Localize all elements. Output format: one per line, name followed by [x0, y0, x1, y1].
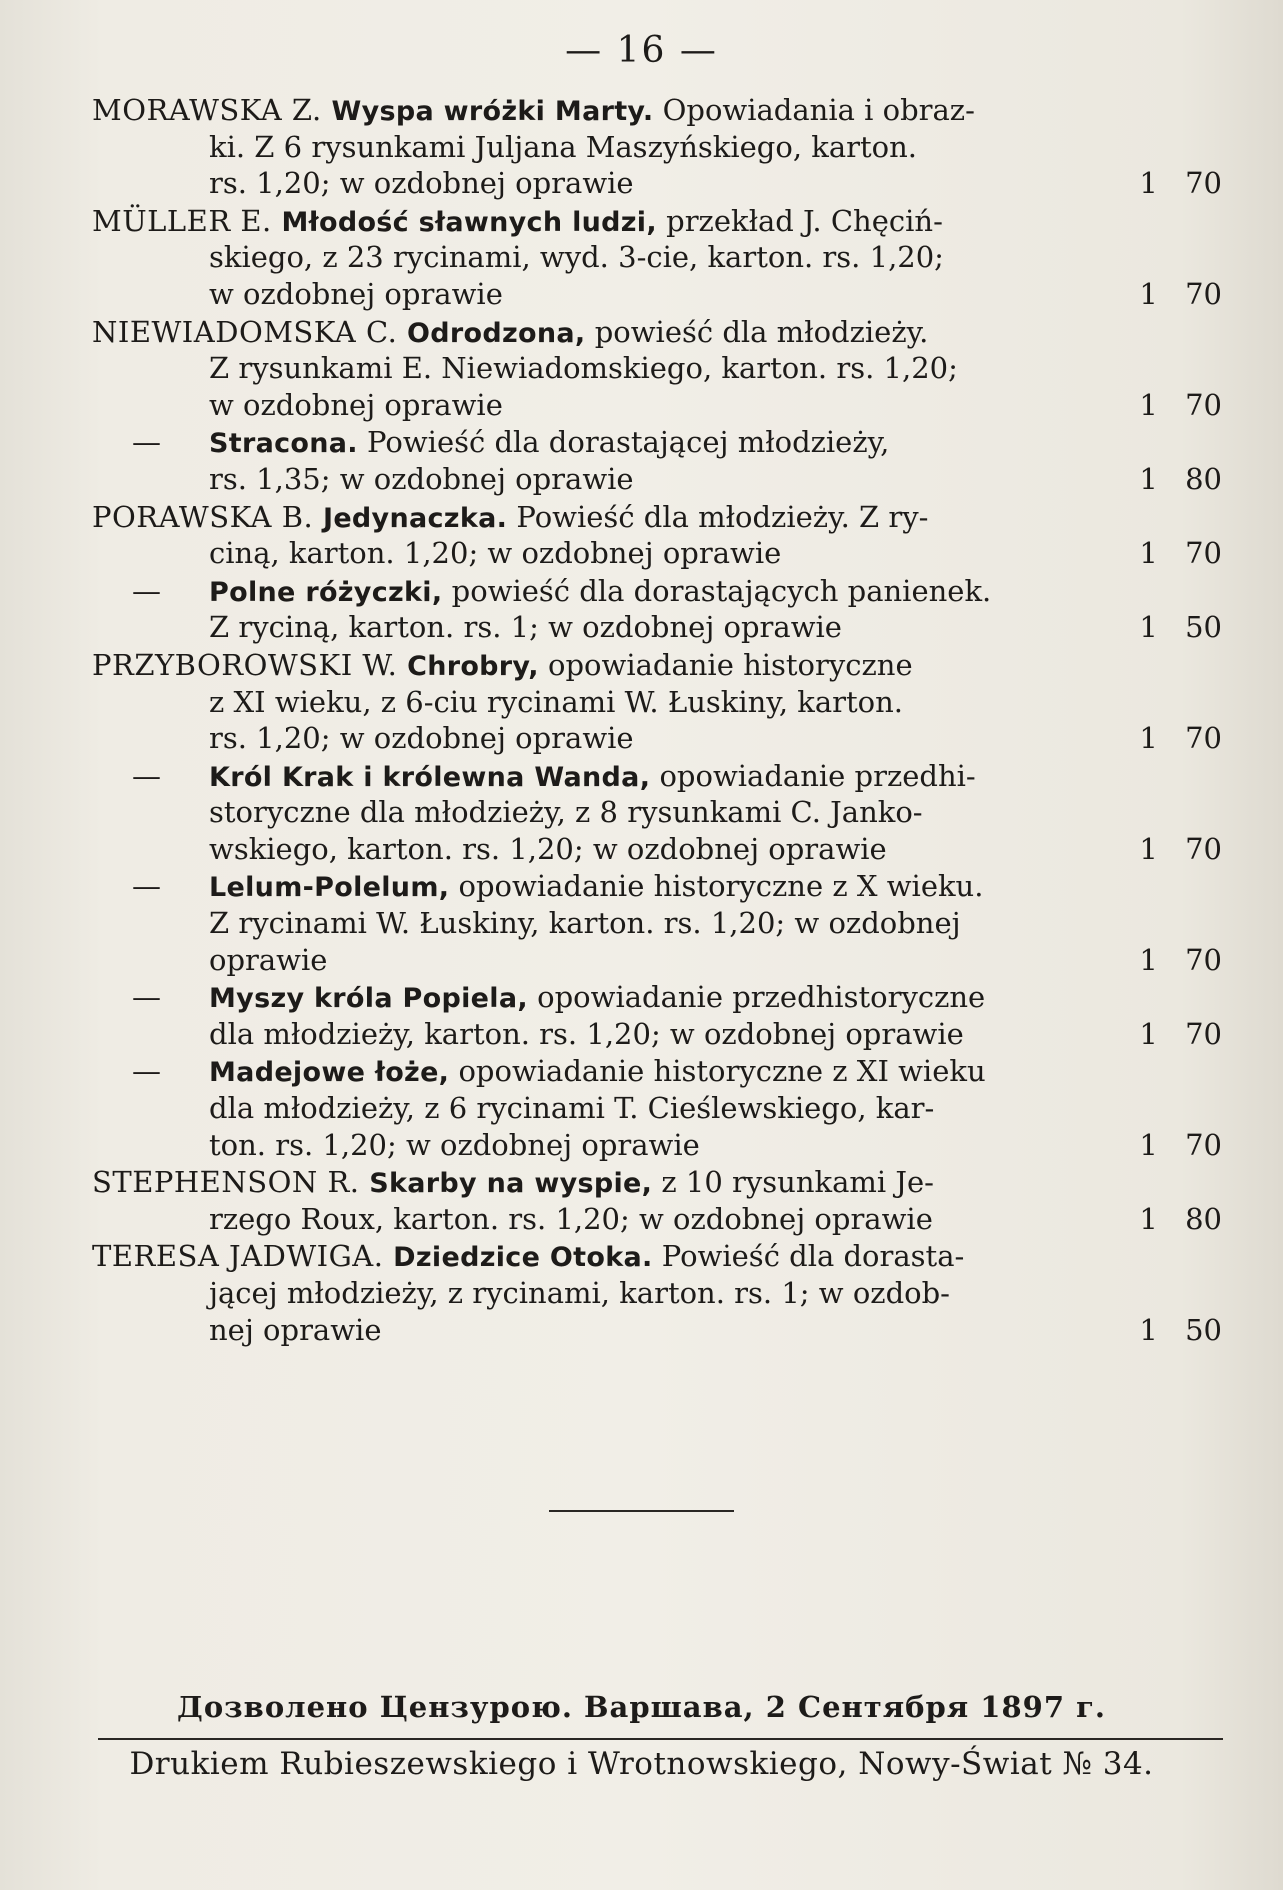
entry-description: przekład J. Chęciń-	[656, 203, 943, 238]
entry-text	[209, 905, 1102, 942]
entry-first-line	[92, 314, 1222, 351]
entry-description: Opowiadania i obraz-	[653, 93, 975, 127]
catalog-sub-entry	[92, 424, 1222, 497]
entry-continuation-line	[92, 1090, 1222, 1127]
entry-text	[209, 1201, 1102, 1238]
entry-text	[209, 276, 1102, 313]
entry-text	[209, 831, 1102, 868]
entry-description: powieść dla dorastających panienek.	[442, 573, 992, 608]
entry-dash: —	[132, 980, 161, 1015]
entry-description: Z ryciną, karton. rs. 1; w ozdobnej oprawie	[209, 610, 842, 645]
entry-title: Jedynaczka.	[322, 502, 508, 534]
catalog-sub-entry	[92, 1053, 1222, 1163]
entry-title: Myszy króla Popiela,	[209, 983, 528, 1015]
entry-description: opowiadanie historyczne z XI wieku	[449, 1054, 986, 1089]
entry-text	[92, 314, 1102, 353]
entry-title: Chrobry,	[407, 650, 539, 682]
entry-continuation-line	[92, 794, 1222, 831]
entry-text	[92, 92, 1102, 131]
entry-text	[209, 942, 1102, 979]
entry-text	[209, 1016, 1102, 1053]
entry-continuation-line	[92, 276, 1222, 313]
entry-description: w ozdobnej oprawie	[209, 387, 503, 422]
entry-description: rs. 1,20; w ozdobnej oprawie	[209, 721, 634, 756]
entry-continuation-line	[92, 387, 1222, 424]
entry-dash: —	[132, 1054, 161, 1089]
entry-first-line	[92, 868, 1222, 905]
entry-text	[209, 424, 1219, 463]
entry-continuation-line	[92, 461, 1222, 498]
entry-first-line	[92, 1238, 1222, 1275]
entry-description: opowiadanie przedhi-	[650, 758, 976, 793]
catalog-entry	[92, 92, 1222, 202]
entry-description: opowiadanie przedhistoryczne	[527, 980, 986, 1015]
catalog-entry	[92, 203, 1222, 313]
catalog-sub-entry	[92, 979, 1222, 1052]
entry-text	[92, 647, 1102, 686]
entry-description: z XI wieku, z 6-ciu rycinami W. Łuskiny, karton.	[209, 684, 904, 719]
entry-price: 1 70	[1139, 1127, 1222, 1162]
censorship-note: Дозволено Цензурою. Варшава, 2 Сентября 1897 г.	[177, 1690, 1106, 1724]
entry-author: PORAWSKA B.	[92, 499, 323, 534]
entry-description: ciną, karton. 1,20; w ozdobnej oprawie	[209, 536, 782, 571]
entry-description: rzego Roux, karton. rs. 1,20; w ozdobnej oprawie	[209, 1201, 933, 1236]
entry-title: Wyspa wróżki Marty.	[331, 96, 654, 127]
entry-text	[209, 609, 1102, 646]
entry-first-line	[92, 1053, 1222, 1090]
entry-description: nej oprawie	[209, 1312, 382, 1347]
entry-continuation-line	[92, 1312, 1222, 1349]
entry-title: Stracona.	[209, 428, 358, 460]
entry-title: Skarby na wyspie,	[369, 1168, 653, 1200]
entry-description: skiego, z 23 rycinami, wyd. 3-cie, karton. rs. 1,20;	[209, 240, 944, 275]
entry-text	[209, 535, 1102, 572]
printer-imprint: Drukiem Rubieszewskiego i Wrotnowskiego, Nowy-Świat № 34.	[129, 1746, 1154, 1782]
entry-dash: —	[132, 573, 161, 608]
entry-continuation-line	[92, 1127, 1222, 1164]
catalog-list	[92, 92, 1222, 1349]
entry-description: wskiego, karton. rs. 1,20; w ozdobnej oprawie	[209, 831, 887, 866]
entry-continuation-line	[92, 905, 1222, 942]
entry-price: 1 50	[1139, 610, 1222, 645]
entry-description: opowiadanie historyczne	[538, 647, 913, 682]
entry-description: powieść dla młodzieży.	[585, 314, 929, 349]
entry-continuation-line	[92, 831, 1222, 868]
entry-description: Z rysunkami E. Niewiadomskiego, karton. rs. 1,20;	[209, 351, 958, 386]
entry-first-line	[92, 1164, 1222, 1201]
entry-price: 1 70	[1139, 276, 1222, 311]
entry-title: Polne różyczki,	[209, 576, 443, 608]
entry-description: dla młodzieży, z 6 rycinami T. Cieślewskiego, kar-	[209, 1091, 935, 1126]
entry-price: 1 70	[1139, 536, 1222, 571]
entry-description: storyczne dla młodzieży, z 8 rysunkami C. Janko-	[209, 795, 923, 830]
catalog-entry	[92, 1164, 1222, 1237]
entry-author: MÜLLER E.	[92, 203, 282, 238]
entry-first-line	[92, 647, 1222, 684]
entry-first-line	[92, 758, 1222, 795]
entry-description: rs. 1,35; w ozdobnej oprawie	[209, 461, 634, 496]
entry-text	[92, 499, 1102, 538]
entry-price: 1 70	[1139, 166, 1222, 201]
entry-description: Powieść dla dorastającej młodzieży,	[357, 425, 890, 460]
entry-description: z 10 rysunkami Je-	[652, 1165, 934, 1200]
entry-dash: —	[132, 758, 161, 793]
entry-first-line	[92, 499, 1222, 536]
entry-price: 1 80	[1139, 1201, 1222, 1236]
entry-text	[209, 461, 1102, 498]
entry-description: dla młodzieży, karton. rs. 1,20; w ozdobnej oprawie	[209, 1016, 964, 1051]
entry-text	[209, 165, 1102, 202]
entry-text	[209, 868, 1219, 907]
entry-first-line	[92, 573, 1222, 610]
catalog-sub-entry	[92, 573, 1222, 646]
entry-text	[209, 1053, 1219, 1092]
entry-title: Król Krak i królewna Wanda,	[209, 761, 651, 793]
catalog-entry	[92, 647, 1222, 757]
catalog-entry	[92, 499, 1222, 572]
entry-text	[209, 1127, 1102, 1164]
section-divider	[549, 1510, 734, 1512]
entry-continuation-line	[92, 942, 1222, 979]
entry-price: 1 70	[1139, 387, 1222, 422]
entry-title: Dziedzice Otoka.	[393, 1242, 653, 1274]
entry-text	[209, 387, 1102, 424]
entry-text	[209, 720, 1102, 757]
entry-author: STEPHENSON R.	[92, 1165, 370, 1200]
catalog-sub-entry	[92, 758, 1222, 868]
entry-continuation-line	[92, 165, 1222, 202]
entry-first-line	[92, 424, 1222, 461]
entry-dash: —	[132, 425, 161, 460]
entry-first-line	[92, 203, 1222, 240]
entry-price: 1 70	[1139, 831, 1222, 866]
entry-text	[209, 1275, 1102, 1312]
entry-title: Madejowe łoże,	[209, 1057, 450, 1089]
entry-continuation-line	[92, 129, 1222, 166]
footer-rule	[98, 1738, 1223, 1740]
entry-text	[209, 758, 1219, 797]
entry-description: Powieść dla młodzieży. Z ry-	[507, 499, 929, 534]
entry-continuation-line	[92, 535, 1222, 572]
entry-description: w ozdobnej oprawie	[209, 276, 503, 311]
entry-continuation-line	[92, 239, 1222, 276]
entry-description: ki. Z 6 rysunkami Juljana Maszyńskiego, karton.	[209, 129, 917, 164]
entry-continuation-line	[92, 609, 1222, 646]
entry-description: ton. rs. 1,20; w ozdobnej oprawie	[209, 1127, 700, 1162]
entry-text	[92, 1164, 1102, 1203]
entry-text	[209, 1312, 1102, 1349]
entry-description: opowiadanie historyczne z X wieku.	[449, 869, 984, 904]
entry-price: 1 70	[1139, 721, 1222, 756]
entry-title: Lelum-Polelum,	[209, 872, 450, 904]
entry-text	[92, 1238, 1102, 1277]
entry-description: oprawie	[209, 942, 328, 977]
entry-first-line	[92, 979, 1222, 1016]
entry-continuation-line	[92, 1275, 1222, 1312]
entry-description: Z rycinami W. Łuskiny, karton. rs. 1,20; w ozdobnej	[209, 906, 961, 941]
entry-author: MORAWSKA Z.	[92, 93, 332, 127]
entry-author: PRZYBOROWSKI W.	[92, 647, 408, 682]
entry-text	[209, 794, 1102, 831]
entry-description: Powieść dla dorasta-	[652, 1239, 965, 1274]
entry-description: rs. 1,20; w ozdobnej oprawie	[209, 166, 634, 201]
entry-text	[209, 979, 1219, 1018]
entry-price: 1 50	[1139, 1312, 1222, 1347]
page-number: — 16 —	[565, 30, 718, 71]
entry-first-line	[92, 92, 1222, 129]
entry-text	[209, 129, 1102, 166]
entry-continuation-line	[92, 684, 1222, 721]
entry-author: TERESA JADWIGA.	[92, 1239, 394, 1274]
entry-price: 1 70	[1139, 1016, 1222, 1051]
entry-title: Młodość sławnych ludzi,	[281, 206, 657, 238]
entry-title: Odrodzona,	[407, 317, 586, 349]
catalog-entry	[92, 1238, 1222, 1348]
entry-text	[209, 239, 1102, 276]
entry-continuation-line	[92, 1016, 1222, 1053]
entry-continuation-line	[92, 350, 1222, 387]
entry-price: 1 80	[1139, 461, 1222, 496]
catalog-sub-entry	[92, 868, 1222, 978]
entry-price: 1 70	[1139, 942, 1222, 977]
entry-text	[209, 350, 1102, 387]
entry-continuation-line	[92, 720, 1222, 757]
entry-text	[209, 573, 1219, 612]
entry-text	[209, 1090, 1102, 1127]
entry-continuation-line	[92, 1201, 1222, 1238]
entry-text	[92, 203, 1102, 242]
catalog-entry	[92, 314, 1222, 424]
entry-author: NIEWIADOMSKA C.	[92, 314, 408, 349]
entry-text	[209, 684, 1102, 721]
entry-dash: —	[132, 869, 161, 904]
entry-description: jącej młodzieży, z rycinami, karton. rs. 1; w ozdob-	[209, 1276, 950, 1310]
